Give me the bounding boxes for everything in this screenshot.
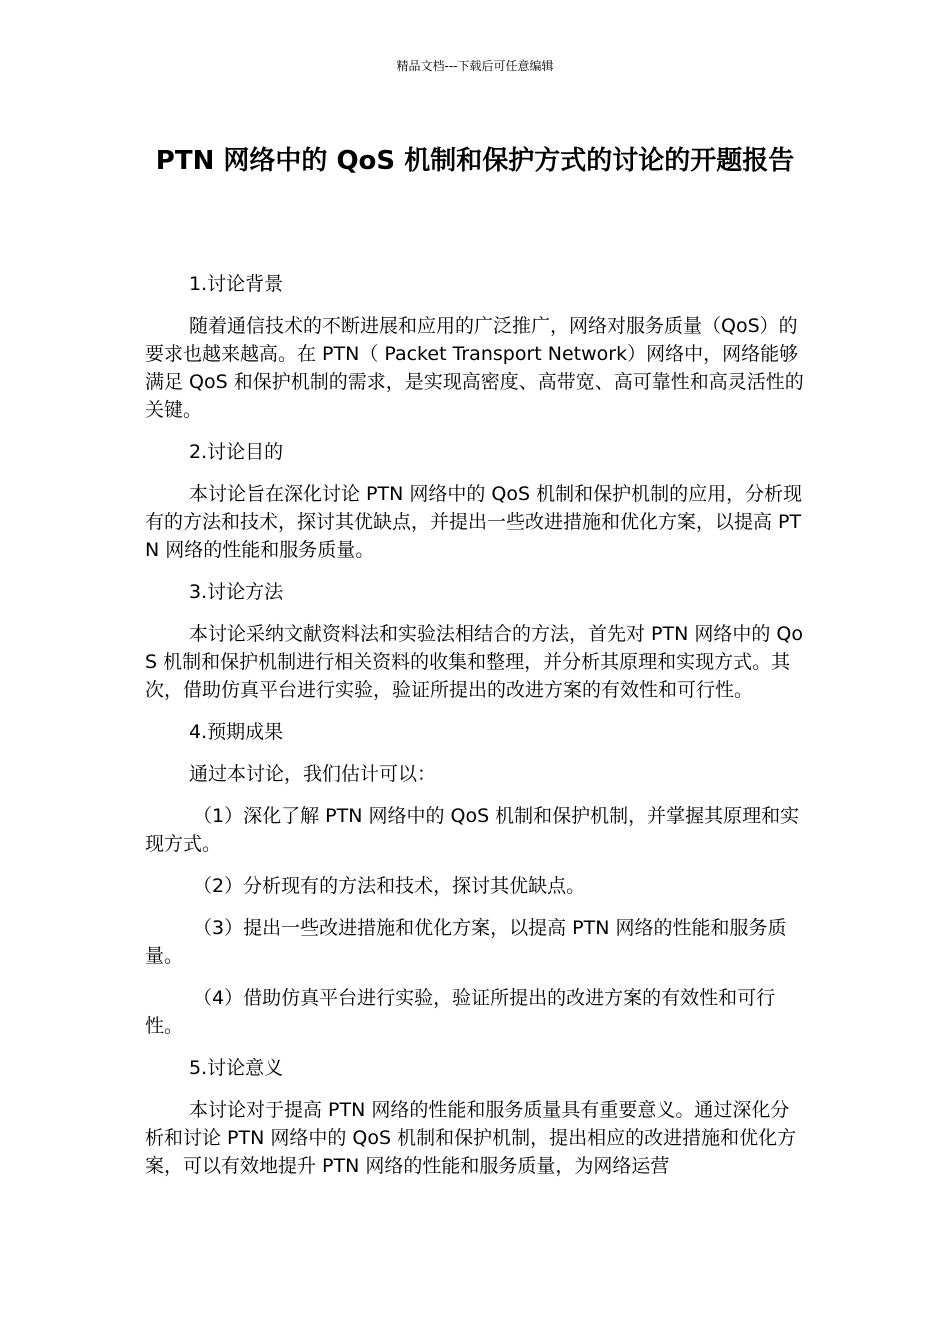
paragraph: 通过本讨论，我们估计可以： (189, 763, 437, 785)
section-background (145, 270, 805, 424)
paragraph: 本讨论对于提高 PTN 网络的性能和服务质量具有重要意义。通过深化分析和讨论 PTN 网络中的 QoS 机制和保护机制，提出相应的改进措施和优化方案，可以有效地提升 PTN 网络的性能和服务质量，为网络运营 (145, 1099, 797, 1177)
header-note: 精品文档---下载后可任意编辑 (396, 59, 554, 73)
paragraph: 随着通信技术的不断进展和应用的广泛推广，网络对服务质量（QoS）的要求也越来越高。在 PTN（ Packet Transport Network）网络中，网络能够满足 QoS 和保护机制的需求，是实现高密度、高带宽、高可靠性和高灵活性的关键。 (145, 315, 804, 421)
section-significance (145, 1054, 805, 1180)
section-heading: 1.讨论背景 (189, 273, 284, 295)
section-heading: 3.讨论方法 (189, 581, 284, 603)
section-method (145, 578, 805, 704)
document-title: PTN 网络中的 QoS 机制和保护方式的讨论的开题报告 (155, 146, 795, 176)
section-expected-results (145, 718, 805, 1040)
list-item: （3）提出一些改进措施和优化方案，以提高 PTN 网络的性能和服务质量。 (145, 917, 787, 967)
list-item: （2）分析现有的方法和技术，探讨其优缺点。 (193, 875, 586, 897)
section-heading: 4.预期成果 (189, 721, 284, 743)
section-heading: 2.讨论目的 (189, 441, 284, 463)
section-purpose (145, 438, 805, 564)
section-heading: 5.讨论意义 (189, 1057, 284, 1079)
list-item: （4）借助仿真平台进行实验，验证所提出的改进方案的有效性和可行性。 (145, 987, 776, 1037)
paragraph: 本讨论采纳文献资料法和实验法相结合的方法，首先对 PTN 网络中的 QoS 机制和保护机制进行相关资料的收集和整理，并分析其原理和实现方式。其次，借助仿真平台进行实验，验证所提出的改进方案的有效性和可行性。 (145, 623, 803, 701)
list-item: （1）深化了解 PTN 网络中的 QoS 机制和保护机制，并掌握其原理和实现方式。 (145, 805, 800, 855)
document-body (145, 270, 805, 1194)
paragraph: 本讨论旨在深化讨论 PTN 网络中的 QoS 机制和保护机制的应用，分析现有的方法和技术，探讨其优缺点，并提出一些改进措施和优化方案，以提高 PTN 网络的性能和服务质量。 (145, 483, 803, 561)
